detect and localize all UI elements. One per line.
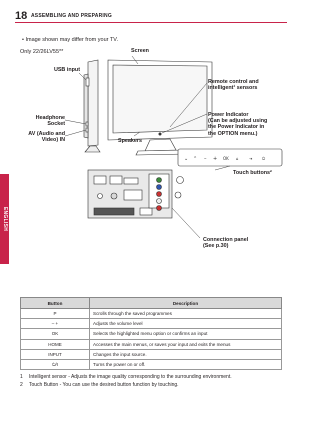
footnote: 1 Intelligent sensor - Adjusts the image quality corresponding to the surrounding environment. bbox=[20, 374, 232, 380]
table-row bbox=[21, 339, 282, 349]
svg-text:⌄: ⌄ bbox=[184, 156, 189, 162]
button-cell: ⏻/I bbox=[21, 359, 90, 369]
table-row bbox=[21, 329, 282, 339]
section-title: ASSEMBLING AND PREPARING bbox=[31, 13, 112, 19]
description-cell: Accesses the main menus, or saves your input and exits the menus bbox=[90, 339, 282, 349]
callout-remote-sensor: Remote control and intelligent¹ sensors bbox=[208, 79, 259, 92]
svg-text:⏻: ⏻ bbox=[262, 156, 266, 161]
callout-headphone: Headphone Socket bbox=[35, 115, 65, 128]
callout-power-indicator: Power Indicator (Can be adjusted using the Power Indicator in the OPTION menu.) bbox=[208, 112, 268, 137]
touch-button-panel bbox=[178, 149, 282, 166]
svg-text:–: – bbox=[204, 156, 207, 162]
description-cell: Changes the input source. bbox=[90, 349, 282, 359]
callout-speakers: Speakers bbox=[118, 138, 142, 144]
table-header-row bbox=[21, 298, 282, 309]
callout-usb-input: USB input bbox=[53, 67, 80, 73]
table-row bbox=[21, 359, 282, 369]
svg-text:⌂: ⌂ bbox=[236, 156, 239, 161]
button-cell: INPUT bbox=[21, 349, 90, 359]
callout-av-in: AV (Audio and Video) IN bbox=[28, 131, 65, 144]
svg-text:⇥: ⇥ bbox=[249, 156, 253, 161]
button-cell: – + bbox=[21, 319, 90, 329]
model-note: Only 22/26LV55** bbox=[20, 49, 64, 55]
description-cell: Adjusts the volume level bbox=[90, 319, 282, 329]
button-table bbox=[20, 297, 282, 370]
description-cell: Selects the highlighted menu option or confirms an input bbox=[90, 329, 282, 339]
svg-text:⌃: ⌃ bbox=[193, 156, 198, 162]
callout-touch-buttons: Touch buttons² bbox=[233, 170, 272, 176]
table-row bbox=[21, 349, 282, 359]
page-number: 18 bbox=[15, 10, 28, 22]
svg-text:+: + bbox=[213, 156, 218, 162]
table-row bbox=[21, 309, 282, 319]
description-cell: Scrolls through the saved programmes bbox=[90, 309, 282, 319]
button-cell: HOME bbox=[21, 339, 90, 349]
svg-text:OK: OK bbox=[223, 156, 229, 161]
column-header: Button bbox=[21, 298, 90, 309]
column-header: Description bbox=[90, 298, 282, 309]
table-row bbox=[21, 319, 282, 329]
tv-side-view bbox=[84, 60, 100, 152]
callout-screen: Screen bbox=[131, 48, 149, 54]
description-cell: Turns the power on or off. bbox=[90, 359, 282, 369]
image-note: • Image shown may differ from your TV. bbox=[22, 37, 118, 43]
connection-panel bbox=[88, 170, 184, 218]
button-cell: OK bbox=[21, 329, 90, 339]
footnote: 2 Touch Button - You can use the desired button function by touching. bbox=[20, 382, 179, 388]
button-cell: P bbox=[21, 309, 90, 319]
language-tab: ENGLISH bbox=[0, 174, 9, 264]
callout-connection-panel: Connection panel (See p.30) bbox=[203, 237, 249, 250]
